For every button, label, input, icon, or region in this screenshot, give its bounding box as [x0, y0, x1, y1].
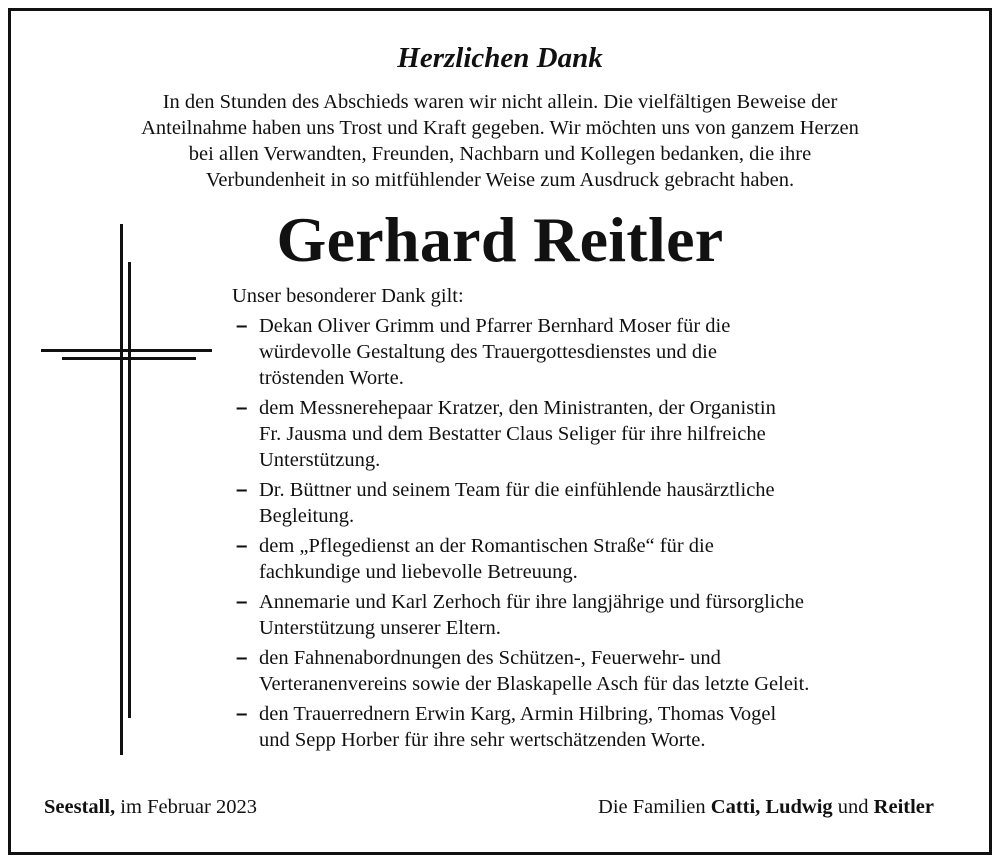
item-line: dem Messnerehepaar Kratzer, den Ministranten, der Organistin — [259, 397, 776, 419]
cross-vertical-bar-front — [120, 224, 123, 755]
families-prefix: Die Familien — [598, 796, 706, 818]
intro-line: bei allen Verwandten, Freunden, Nachbarn und Kollegen bedanken, die ihre — [188, 143, 812, 165]
thanks-intro: Unser besonderer Dank gilt: — [232, 285, 464, 307]
intro-line: In den Stunden des Abschieds waren wir nicht allein. Die vielfältigen Beweise der — [162, 91, 838, 113]
item-line: Unterstützung. — [259, 449, 381, 471]
cross-vertical-bar-back — [128, 262, 131, 718]
families-and: und — [837, 796, 869, 818]
list-item — [232, 645, 962, 697]
item-line: dem „Pflegedienst an der Romantischen Straße“ für die — [259, 535, 714, 557]
intro-paragraph — [40, 89, 960, 193]
list-item — [232, 589, 962, 641]
item-line: Verteranenvereins sowie der Blaskapelle Asch für das letzte Geleit. — [259, 673, 810, 695]
item-line: würdevolle Gestaltung des Trauergottesdienstes und die — [259, 341, 717, 363]
list-item — [232, 313, 962, 391]
item-line: Dekan Oliver Grimm und Pfarrer Bernhard Moser für die — [259, 315, 731, 337]
item-line: tröstenden Worte. — [259, 367, 404, 389]
intro-line: Verbundenheit in so mitfühlender Weise zum Ausdruck gebracht haben. — [205, 169, 795, 191]
thanks-section — [232, 283, 962, 757]
list-item — [232, 533, 962, 585]
place: Seestall, — [44, 796, 116, 818]
item-line: Annemarie und Karl Zerhoch für ihre langjährige und fürsorgliche — [259, 591, 804, 613]
family-name: Reitler — [873, 796, 934, 818]
deceased-name: Gerhard Reitler — [276, 204, 724, 275]
dash-bullet: – — [236, 590, 248, 613]
dash-bullet: – — [236, 702, 248, 725]
family-name: Ludwig — [765, 796, 833, 818]
item-line: den Trauerrednern Erwin Karg, Armin Hilbring, Thomas Vogel — [259, 703, 777, 725]
list-item — [232, 395, 962, 473]
cross-horizontal-bar-back — [62, 357, 196, 360]
item-line: den Fahnenabordnungen des Schützen-, Feuerwehr- und — [259, 647, 721, 669]
dash-bullet: – — [236, 534, 248, 557]
cross-horizontal-bar-front — [41, 349, 212, 352]
families-signature — [598, 794, 934, 820]
family-name: Catti, — [710, 796, 761, 818]
list-item — [232, 701, 962, 753]
dash-bullet: – — [236, 646, 248, 669]
list-item — [232, 477, 962, 529]
item-line: Dr. Büttner und seinem Team für die einfühlende hausärztliche — [259, 479, 775, 501]
item-line: und Sepp Horber für ihre sehr wertschätzenden Worte. — [259, 729, 706, 751]
dash-bullet: – — [236, 478, 248, 501]
dash-bullet: – — [236, 396, 248, 419]
intro-line: Anteilnahme haben uns Trost und Kraft gegeben. Wir möchten uns von ganzem Herzen — [141, 117, 859, 139]
item-line: fachkundige und liebevolle Betreuung. — [259, 561, 578, 583]
item-line: Unterstützung unserer Eltern. — [259, 617, 501, 639]
item-line: Begleitung. — [259, 505, 355, 527]
item-line: Fr. Jausma und dem Bestatter Claus Seliger für ihre hilfreiche — [259, 423, 766, 445]
place-date — [44, 794, 257, 820]
date: im Februar 2023 — [120, 796, 257, 818]
thanks-list — [232, 313, 962, 753]
dash-bullet: – — [236, 314, 248, 337]
notice-heading: Herzlichen Dank — [397, 42, 603, 74]
